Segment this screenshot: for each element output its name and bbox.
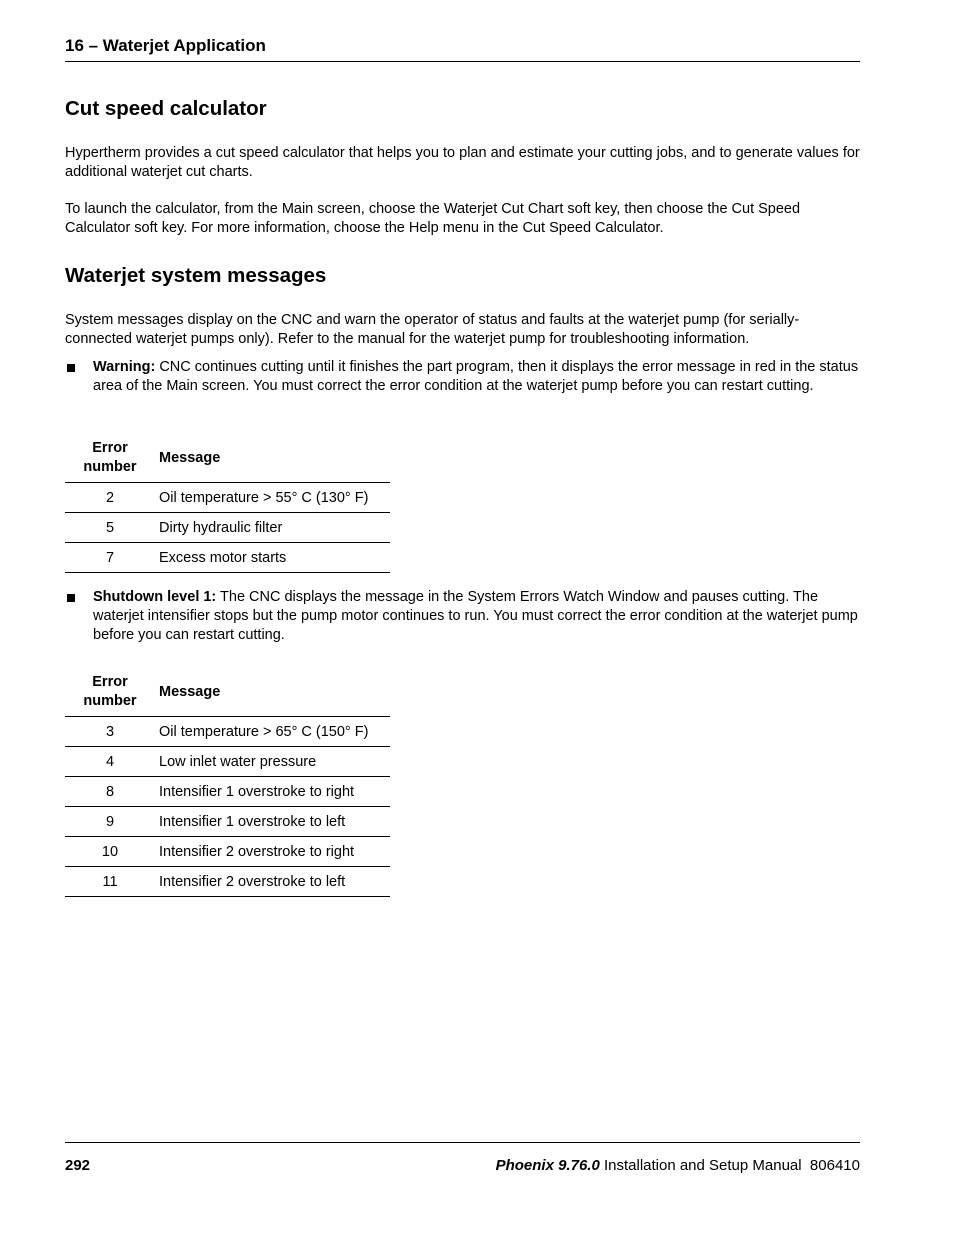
- product-name: Phoenix 9.76.0: [495, 1157, 600, 1174]
- message-cell: Intensifier 2 overstroke to right: [155, 837, 390, 867]
- bullet-square-icon: [67, 594, 75, 602]
- error-number-cell: 9: [65, 807, 155, 837]
- column-header-error-number: Error number: [65, 434, 155, 483]
- error-number-cell: 8: [65, 777, 155, 807]
- bullet-label: Warning:: [93, 359, 156, 375]
- table-row: [65, 837, 390, 867]
- manual-title: Installation and Setup Manual 806410: [599, 1157, 860, 1174]
- bullet-label: Shutdown level 1:: [93, 589, 217, 605]
- table-row: [65, 867, 390, 897]
- section-title-system-messages: Waterjet system messages: [65, 264, 327, 287]
- page-footer: [65, 1142, 860, 1174]
- table-header-row: [65, 668, 390, 717]
- column-header-error-number: Error number: [65, 668, 155, 717]
- footer-manual-info: [496, 1157, 860, 1174]
- table-row: [65, 543, 390, 573]
- error-table-shutdown: [65, 668, 390, 897]
- page-number: 292: [65, 1157, 91, 1174]
- paragraph: Hypertherm provides a cut speed calculator that helps you to plan and estimate your cutting jobs, and to generate values for additional waterjet cut charts.: [65, 145, 860, 180]
- section-title-cut-speed: Cut speed calculator: [65, 97, 267, 120]
- error-table-warning: [65, 434, 390, 573]
- table-row: [65, 513, 390, 543]
- table-row: [65, 777, 390, 807]
- table-row: [65, 717, 390, 747]
- message-cell: Intensifier 1 overstroke to right: [155, 777, 390, 807]
- paragraph: To launch the calculator, from the Main screen, choose the Waterjet Cut Chart soft key, then choose the Cut Speed Calculator soft key. For more information, choose the Help menu in the Cut Speed Calculator.: [65, 201, 801, 236]
- error-number-cell: 4: [65, 747, 155, 777]
- error-number-cell: 7: [65, 543, 155, 573]
- error-number-cell: 10: [65, 837, 155, 867]
- bullet-text: [93, 358, 860, 396]
- message-cell: Oil temperature > 65° C (150° F): [155, 717, 390, 747]
- table-row: [65, 483, 390, 513]
- bullet-square-icon: [67, 364, 75, 372]
- bullet-warning: [65, 358, 860, 396]
- message-cell: Low inlet water pressure: [155, 747, 390, 777]
- table-header-row: [65, 434, 390, 483]
- error-number-cell: 2: [65, 483, 155, 513]
- bullet-shutdown: [65, 588, 860, 645]
- message-cell: Excess motor starts: [155, 543, 390, 573]
- column-header-message: Message: [155, 434, 390, 483]
- message-cell: Intensifier 2 overstroke to left: [155, 867, 390, 897]
- error-number-cell: 3: [65, 717, 155, 747]
- table-row: [65, 807, 390, 837]
- column-header-message: Message: [155, 668, 390, 717]
- error-number-cell: 11: [65, 867, 155, 897]
- error-number-cell: 5: [65, 513, 155, 543]
- paragraph: System messages display on the CNC and warn the operator of status and faults at the waterjet pump (for serially-connected waterjet pumps only). Refer to the manual for the waterjet pump for troubleshooting information.: [65, 312, 800, 347]
- message-cell: Oil temperature > 55° C (130° F): [155, 483, 390, 513]
- bullet-body: The CNC displays the message in the System Errors Watch Window and pauses cutting. The waterjet intensifier stops but the pump motor continues to run. You must correct the error condition at the waterjet pump before you can restart cutting.: [93, 589, 858, 643]
- message-cell: Intensifier 1 overstroke to left: [155, 807, 390, 837]
- message-cell: Dirty hydraulic filter: [155, 513, 390, 543]
- bullet-text: [93, 588, 860, 645]
- running-head: 16 – Waterjet Application: [65, 36, 860, 62]
- bullet-body: CNC continues cutting until it finishes the part program, then it displays the error message in red in the status area of the Main screen. You must correct the error condition at the waterjet pump before you can restart cutting.: [93, 359, 859, 394]
- table-row: [65, 747, 390, 777]
